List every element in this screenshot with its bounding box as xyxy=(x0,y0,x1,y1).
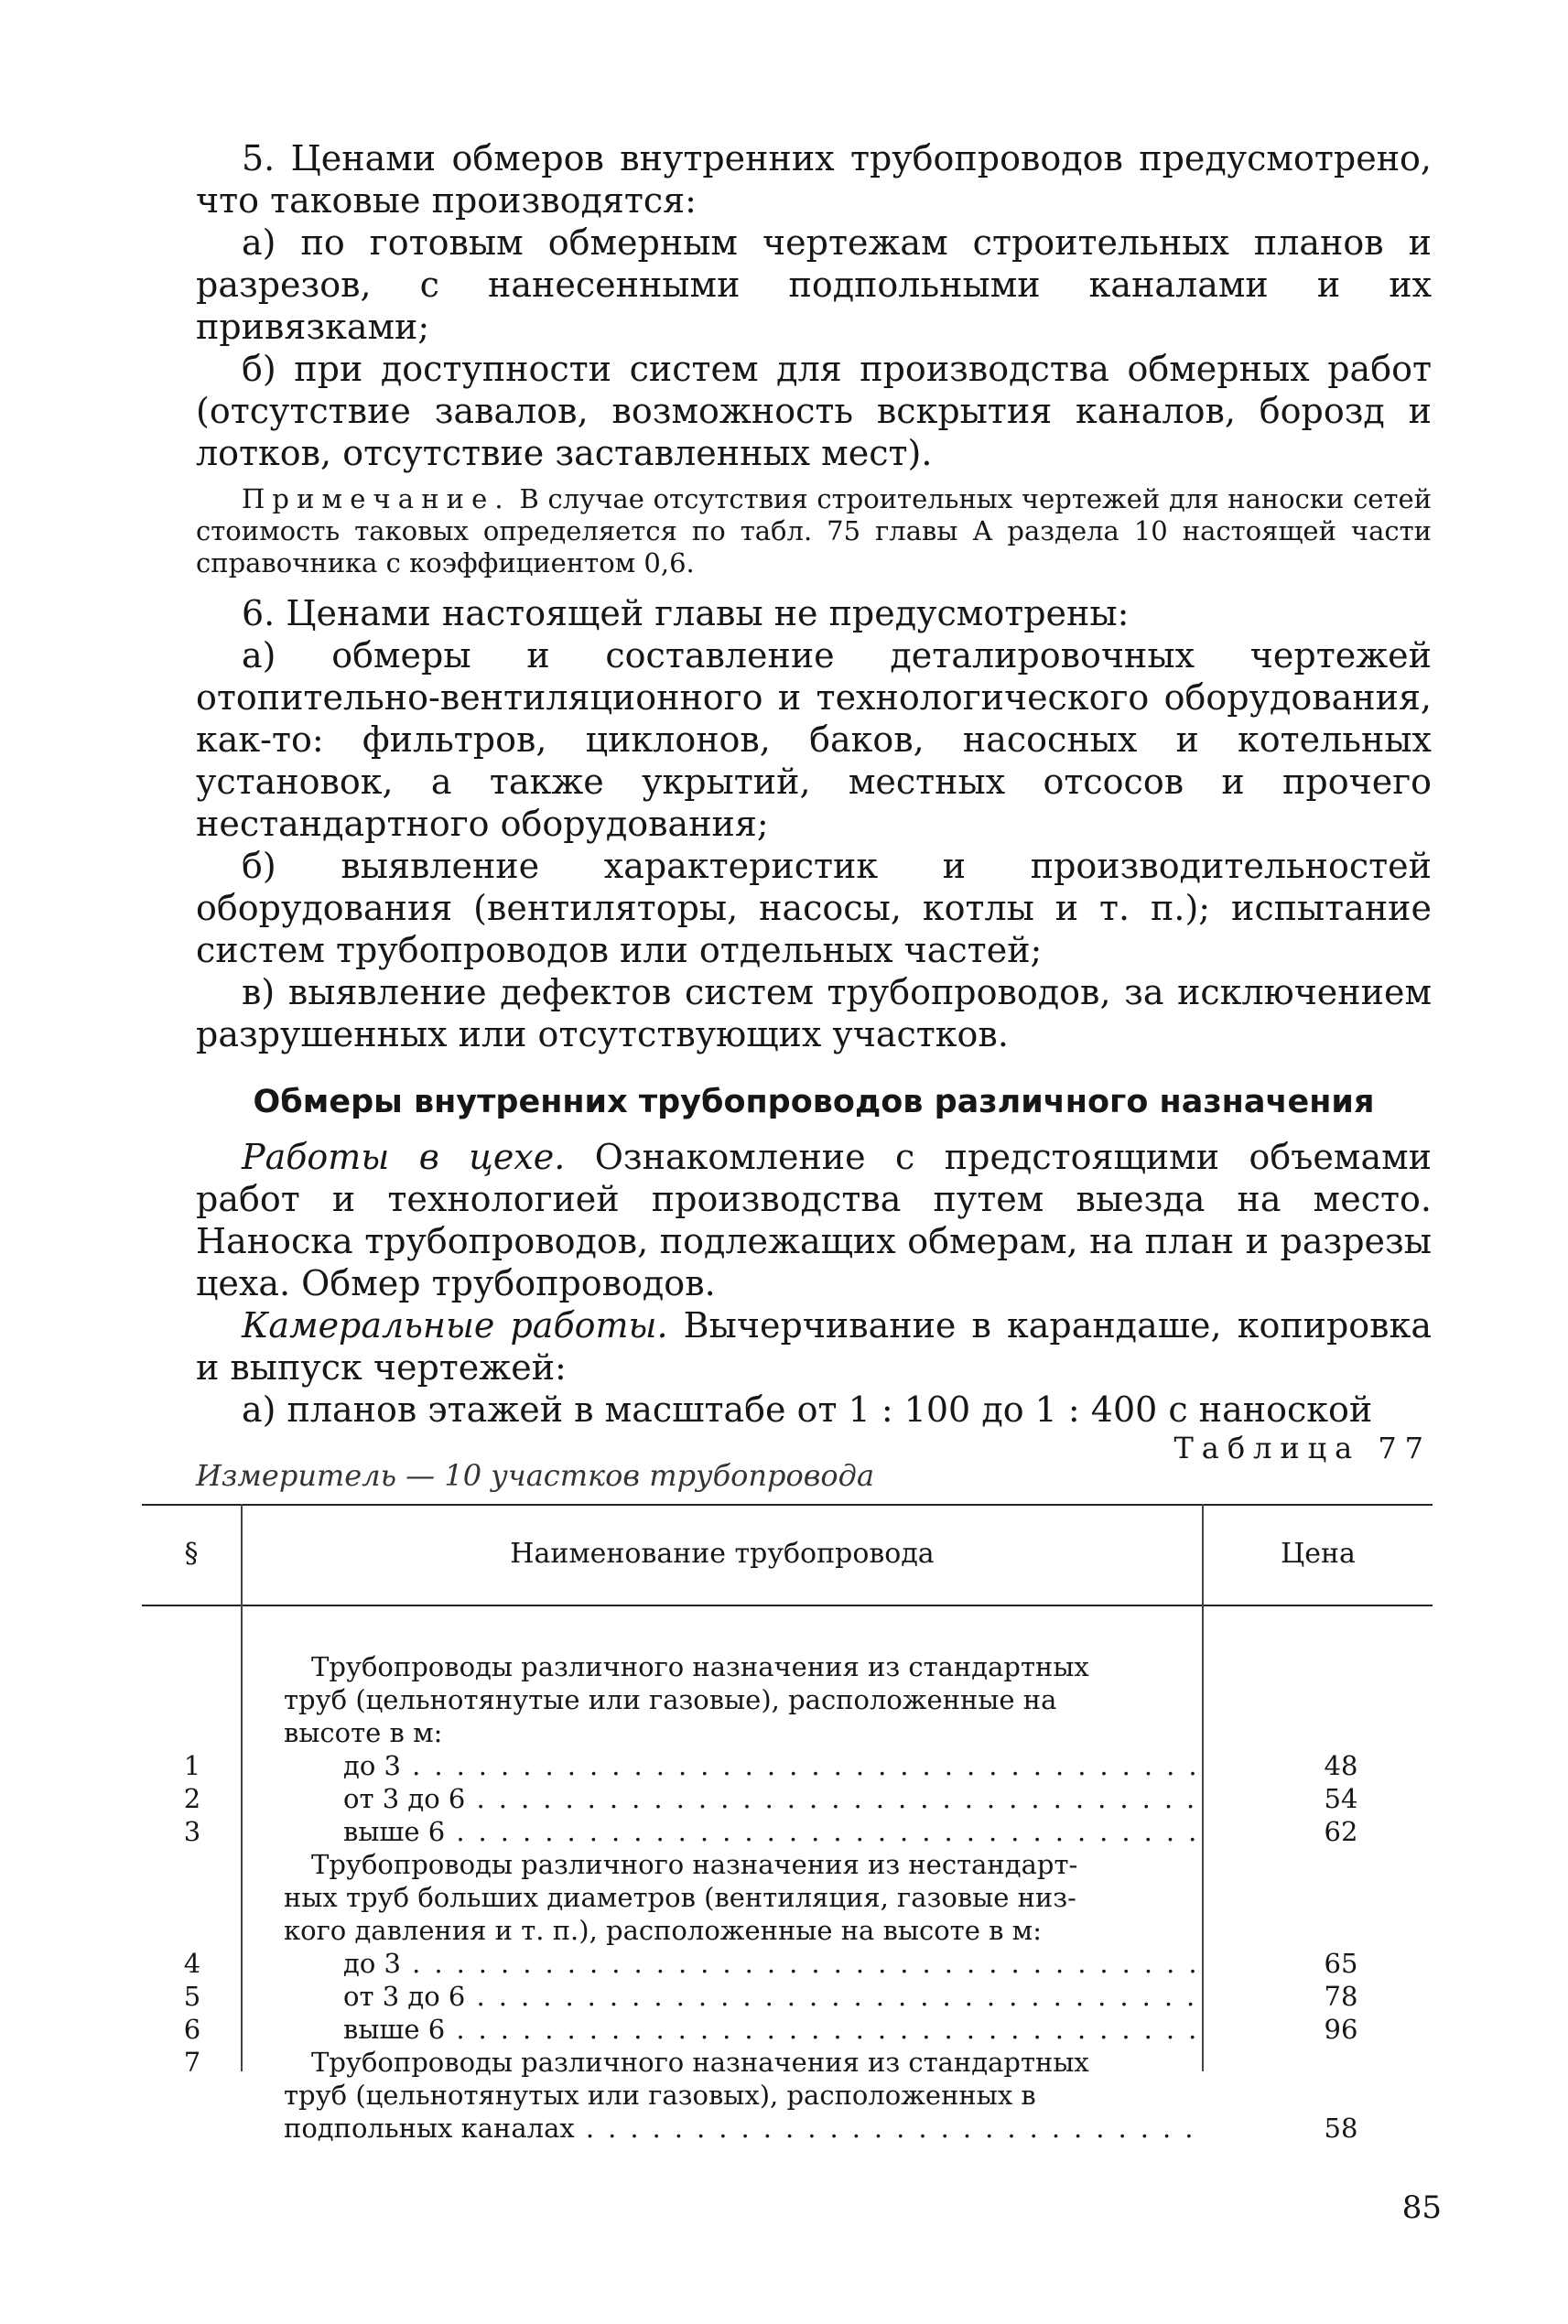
row-price: 62 xyxy=(1324,1816,1358,1847)
group1-line: высоте в м: xyxy=(284,1717,443,1748)
body-text xyxy=(196,137,1432,1431)
table-row xyxy=(142,1947,1433,1980)
paragraph-5a: а) по готовым обмерным чертежам строительных планов и разрезов, с нанесенными подпольными каналами и их привязками; xyxy=(196,222,1432,347)
group1-line: Трубопроводы различного назначения из стандартных xyxy=(311,1651,1089,1682)
row-label-text: до 3 xyxy=(343,1948,401,1979)
row-label xyxy=(343,1980,1199,2013)
row-label-text: до 3 xyxy=(343,1750,401,1781)
dot-leader xyxy=(465,1783,1199,1814)
work-in-shop xyxy=(196,1136,1432,1304)
group1-line: труб (цельнотянутые или газовые), расположенные на xyxy=(284,1684,1057,1715)
dot-leader xyxy=(445,1816,1199,1847)
group2-line: кого давления и т. п.), расположенные на высоте в м: xyxy=(284,1915,1042,1946)
row-price: 78 xyxy=(1324,1981,1358,2012)
row-number: 5 xyxy=(183,1981,201,2012)
paragraph-5: 5. Ценами обмеров внутренних трубопроводов предусмотрено, что таковые производятся: xyxy=(196,138,1432,221)
row-price: 65 xyxy=(1324,1948,1358,1979)
table-caption xyxy=(196,1431,1432,1493)
row-number: 3 xyxy=(183,1816,201,1847)
row-label xyxy=(343,1749,1199,1782)
table-row xyxy=(142,1980,1433,2013)
table-row xyxy=(142,1848,1433,1881)
row-number: 6 xyxy=(183,2014,201,2045)
row7-label xyxy=(284,2112,1199,2145)
table-row xyxy=(142,2112,1433,2145)
table-number: Таблица 77 xyxy=(1173,1431,1432,1465)
note xyxy=(196,483,1432,579)
office-work-a: а) планов этажей в масштабе от 1 : 100 до 1 : 400 с наноской xyxy=(242,1389,1373,1430)
office-work-label: Камеральные работы. xyxy=(242,1305,668,1346)
dot-leader xyxy=(445,2014,1199,2045)
paragraph-6c: в) выявление дефектов систем трубопроводов, за исключением разрушенных или отсутствующих участков. xyxy=(196,972,1432,1054)
row-number: 4 xyxy=(183,1948,201,1979)
table-row xyxy=(142,2013,1433,2046)
table-row xyxy=(142,1815,1433,1848)
row-price: 58 xyxy=(1324,2113,1358,2144)
note-text: В случае отсутствия строительных чертежей для наноски сетей стоимость таковых определяется по табл. 75 главы А раздела 10 настоящей части справочника с коэффициентом 0,6. xyxy=(196,483,1433,578)
work-in-shop-text: Ознакомление с предстоящими объемами работ и технологией производства путем выезда на место. Наноска трубопроводов, подлежащих обмерам, на план и разрезы цеха. Обмер трубопроводов. xyxy=(196,1137,1432,1303)
table-row xyxy=(142,1749,1433,1782)
dot-leader xyxy=(401,1948,1199,1979)
office-work xyxy=(196,1304,1432,1389)
row-number: 2 xyxy=(183,1783,201,1814)
table-row xyxy=(142,2079,1433,2112)
table-header-rule xyxy=(142,1605,1433,1606)
group2-line: Трубопроводы различного назначения из нестандарт- xyxy=(311,1849,1078,1880)
header-paragraph-sign: § xyxy=(184,1538,199,1570)
row7-line: труб (цельнотянутых или газовых), расположенных в xyxy=(284,2080,1036,2111)
row-price: 48 xyxy=(1324,1750,1358,1781)
row-label xyxy=(343,1815,1199,1848)
header-price: Цена xyxy=(1281,1538,1356,1570)
paragraph-6b: б) выявление характеристик и производительностей оборудования (вентиляторы, насосы, котлы и т. п.); испытание систем трубопроводов или отдельных частей; xyxy=(196,846,1432,970)
paragraph-6: 6. Ценами настоящей главы не предусмотрены: xyxy=(242,593,1130,633)
table-row xyxy=(142,2046,1433,2079)
dot-leader xyxy=(575,2113,1199,2144)
row-label xyxy=(343,2013,1199,2046)
header-pipeline-name: Наименование трубопровода xyxy=(510,1538,935,1570)
group2-line: ных труб больших диаметров (вентиляция, газовые низ- xyxy=(284,1882,1076,1913)
table-row xyxy=(142,1782,1433,1815)
table-top-rule xyxy=(142,1504,1433,1506)
table-row xyxy=(142,1716,1433,1749)
note-label: Примечание. xyxy=(242,483,511,514)
table-body xyxy=(142,1650,1433,2145)
table-row xyxy=(142,1881,1433,1914)
row7-line: Трубопроводы различного назначения из стандартных xyxy=(311,2047,1089,2078)
table-measure: Измеритель — 10 участков трубопровода xyxy=(196,1458,875,1493)
section-heading: Обмеры внутренних трубопроводов различного назначения xyxy=(253,1084,1375,1120)
dot-leader xyxy=(465,1981,1199,2012)
page-number: 85 xyxy=(1401,2189,1442,2226)
row-label-text: выше 6 xyxy=(343,1816,446,1847)
row-price: 54 xyxy=(1324,1783,1358,1814)
table-row xyxy=(142,1683,1433,1716)
paragraph-5b: б) при доступности систем для производства обмерных работ (отсутствие завалов, возможность вскрытия каналов, борозд и лотков, отсутствие заставленных мест). xyxy=(196,349,1432,473)
work-in-shop-label: Работы в цехе. xyxy=(242,1137,566,1177)
row-number: 7 xyxy=(183,2047,201,2078)
row-price: 96 xyxy=(1324,2014,1358,2045)
paragraph-6a: а) обмеры и составление деталировочных чертежей отопительно-вентиляционного и технологического оборудования, как-то: фильтров, циклонов, баков, насосных и котельных установок, а также укрытий, местных отсосов и прочего нестандартного оборудования; xyxy=(196,635,1432,844)
row-label-text: от 3 до 6 xyxy=(343,1783,466,1814)
row-label xyxy=(343,1947,1199,1980)
row-label xyxy=(343,1782,1199,1815)
row-label-text: выше 6 xyxy=(343,2014,446,2045)
row-label-text: от 3 до 6 xyxy=(343,1981,466,2012)
table-row xyxy=(142,1914,1433,1947)
row-number: 1 xyxy=(183,1750,201,1781)
table-row xyxy=(142,1650,1433,1683)
dot-leader xyxy=(401,1750,1199,1781)
row7-line: подпольных каналах xyxy=(284,2113,575,2144)
office-work-text: Вычерчивание в карандаше, копировка и выпуск чертежей: xyxy=(196,1305,1432,1388)
